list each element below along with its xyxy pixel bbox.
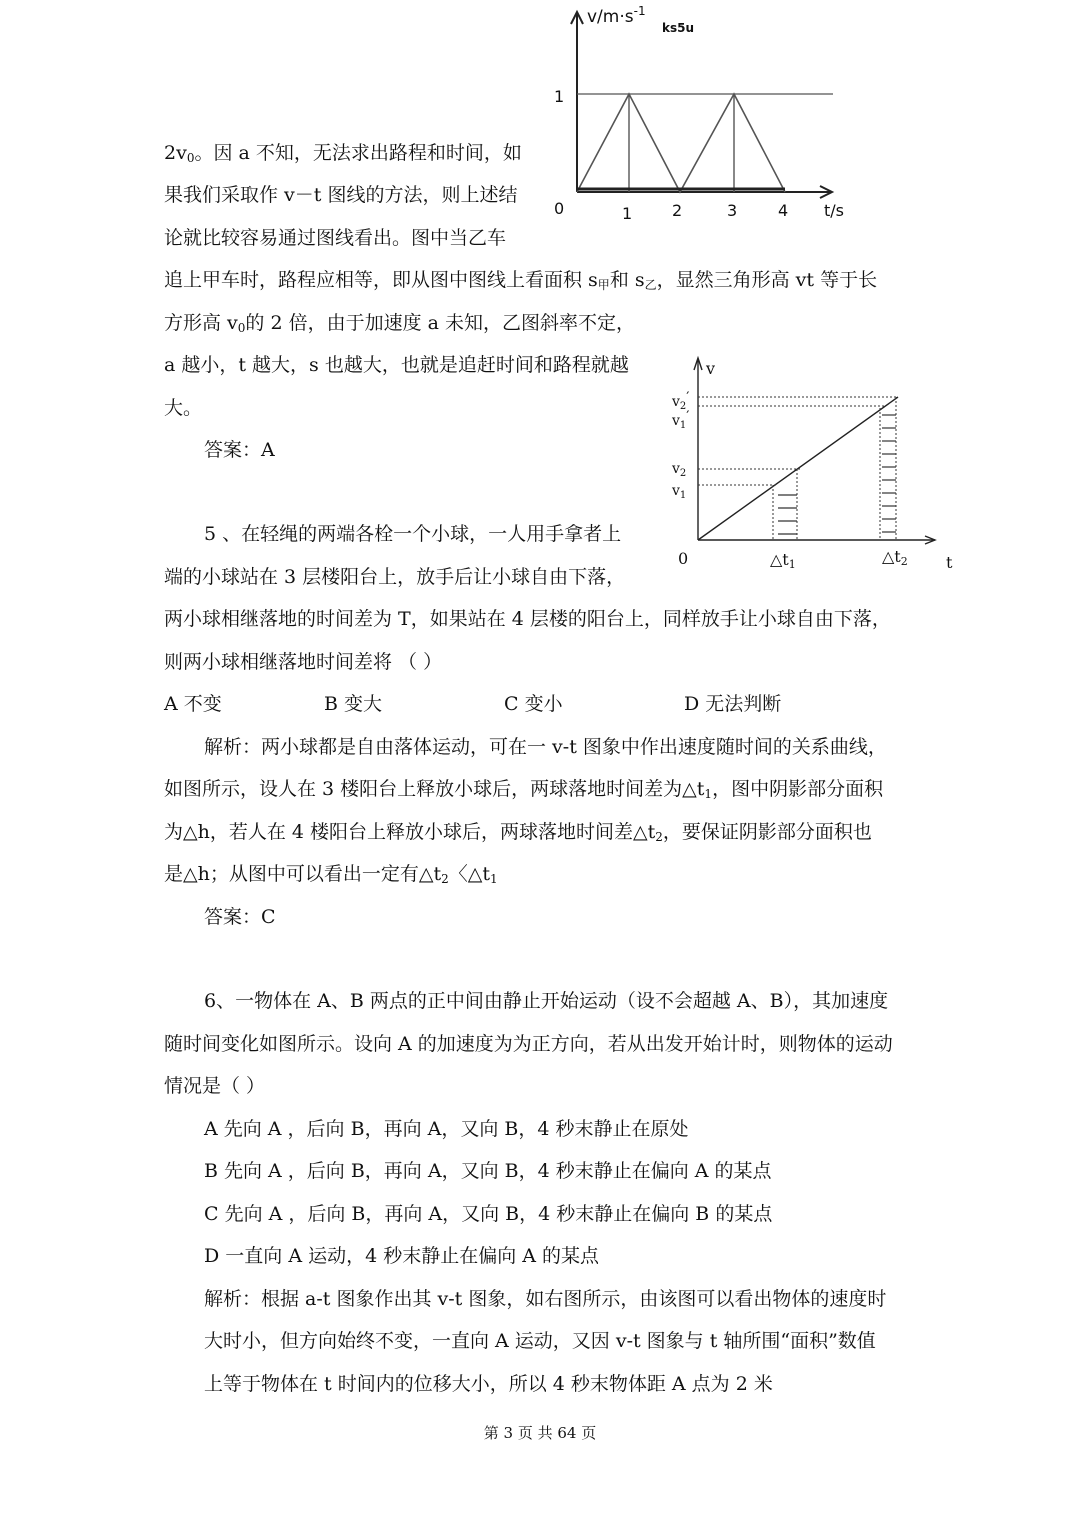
q6-option-b: B 先向 A ，后向 B，再向 A，又向 B，4 秒末静止在偏向 A 的某点 — [204, 1160, 772, 1182]
solution-6-line: 上等于物体在 t 时间内的位移大小，所以 4 秒末物体距 A 点为 2 米 — [204, 1373, 773, 1395]
v2-label: $v_2$ — [672, 461, 687, 479]
page-footer: 第 3 页 共 64 页 — [483, 1424, 597, 1442]
v2-prime-label: $v_2'$ — [672, 390, 690, 412]
option-a: A 不变 — [164, 693, 222, 715]
y-axis-label: $v/m\cdot s^{-1}$ — [587, 4, 646, 27]
option-d: D 无法判断 — [684, 693, 782, 715]
text-line: a 越小，t 越大，s 也越大，也就是追赶时间和路程就越 — [164, 354, 629, 376]
solution-6-line: 解析：根据 a-t 图象作出其 v-t 图象，如右图所示，由该图可以看出物体的速度时 — [204, 1288, 887, 1310]
solution-5-line: 是△h；从图中可以看出一定有$\triangle t_2$〈$\triangle t_1$ — [164, 863, 498, 886]
x-tick-label-4: 4 — [778, 201, 789, 220]
x-axis-label: t/s — [824, 201, 844, 220]
question-5-line: 5 、在轻绳的两端各栓一个小球，一人用手拿者上 — [204, 523, 622, 545]
solution-5-line: 解析：两小球都是自由落体运动，可在一 v-t 图象中作出速度随时间的关系曲线， — [204, 736, 887, 758]
delta-t2-label: △t2 — [882, 547, 908, 568]
origin-label: 0 — [554, 199, 565, 218]
solution-6-line: 大时小，但方向始终不变，一直向 A 运动，又因 v-t 图象与 t 轴所围“面积”数值 — [204, 1330, 876, 1352]
question-6-line: 随时间变化如图所示。设向 A 的加速度为为正方向，若从出发开始计时，则物体的运动 — [164, 1033, 893, 1055]
solution-5-line: 如图所示，设人在 3 楼阳台上释放小球后，两球落地时间差为$\triangle t_1$，图中阴影部分面积 — [164, 778, 884, 801]
text-line: $2v_0$。因 a 不知，无法求出路程和时间，如 — [164, 142, 522, 165]
x-axis-label: t — [946, 553, 953, 572]
x-tick-label-3: 3 — [727, 201, 738, 220]
question-5-line: 则两小球相继落地时间差将 （ ） — [164, 651, 443, 673]
origin-label: 0 — [678, 549, 689, 568]
answer-text: 答案：A — [204, 439, 275, 461]
option-b: B 变大 — [324, 693, 383, 715]
watermark-text: ks5u — [662, 21, 695, 35]
q6-option-d: D 一直向 A 运动，4 秒末静止在偏向 A 的某点 — [204, 1245, 600, 1267]
velocity-time-graph-1 — [540, 0, 860, 230]
option-c: C 变小 — [504, 693, 563, 715]
x-tick-label-1: 1 — [622, 204, 633, 223]
v1-prime-label: $v_1'$ — [672, 409, 690, 431]
solution-5-line: 为△h，若人在 4 楼阳台上释放小球后，两球落地时间差$\triangle t_2$，要保证阴影部分面积也 — [164, 821, 872, 844]
question-5-line: 端的小球站在 3 层楼阳台上，放手后让小球自由下落， — [164, 566, 626, 588]
y-tick-label: 1 — [554, 87, 565, 106]
q6-option-c: C 先向 A ，后向 B，再向 A，又向 B，4 秒末静止在偏向 B 的某点 — [204, 1203, 773, 1225]
question-6-line: 情况是（ ） — [164, 1075, 266, 1097]
delta-t1-label: △t1 — [770, 550, 796, 571]
y-axis-label: v — [706, 359, 716, 378]
answer-text: 答案：C — [204, 906, 276, 928]
question-6-line: 6、一物体在 A、B 两点的正中间由静止开始运动（设不会超越 A、B），其加速度 — [204, 990, 889, 1012]
text-line: 论就比较容易通过图线看出。图中当乙车 — [164, 227, 507, 249]
x-tick-label-2: 2 — [672, 201, 683, 220]
question-5-line: 两小球相继落地的时间差为 T，如果站在 4 层楼的阳台上，同样放手让小球自由下落， — [164, 608, 891, 630]
text-line: 大。 — [164, 397, 203, 419]
velocity-time-graph-2 — [660, 350, 970, 580]
q6-option-a: A 先向 A ，后向 B，再向 A，又向 B，4 秒末静止在原处 — [204, 1118, 689, 1140]
text-line: 果我们采取作 v－t 图线的方法，则上述结 — [164, 184, 518, 206]
text-line: 方形高 $v_0$的 2 倍，由于加速度 a 未知，乙图斜率不定， — [164, 312, 635, 335]
text-line: 追上甲车时，路程应相等，即从图中图线上看面积 $s_甲$和 $s_乙$，显然三角形高 vt 等于长 — [164, 269, 878, 292]
v1-label: $v_1$ — [672, 483, 687, 501]
